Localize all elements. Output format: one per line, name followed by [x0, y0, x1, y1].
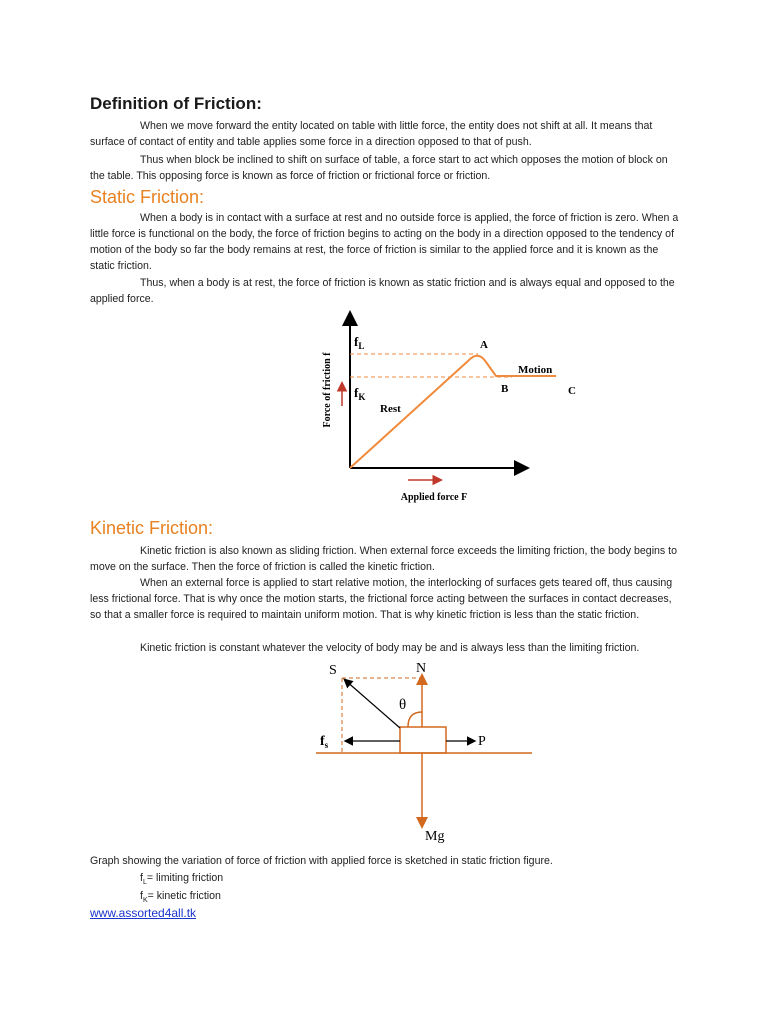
definition-paragraph-2: [90, 152, 680, 184]
friction-graph: [318, 306, 580, 506]
kinetic-paragraph-1: [90, 543, 680, 575]
fl-label: $f_L$: [354, 334, 365, 351]
legend-limiting: $f_L=$ limiting friction: [140, 872, 224, 887]
point-c-label: C: [568, 385, 576, 397]
heading-kinetic: Kinetic Friction:: [90, 518, 214, 538]
static-paragraph-2: [90, 275, 680, 307]
definition-paragraph-1: [90, 118, 680, 150]
x-axis-label: Applied force F: [400, 492, 468, 503]
static-paragraph-1: [90, 210, 680, 274]
rest-label: Rest: [380, 403, 401, 415]
heading-static: Static Friction:: [90, 187, 205, 207]
p-label: P: [478, 734, 486, 749]
definition-p1-text: When we move forward the entity located on table with little force, the entity does not shift at all. It means that surface of contact of entity and table applies some force in a direction opposed to that of push.: [90, 120, 653, 148]
point-b-label: B: [501, 383, 509, 395]
static-p2-text: Thus, when a body is at rest, the force of friction is known as static friction and is always equal and opposed to the applied force.: [90, 277, 675, 305]
kinetic-p1-text: Kinetic friction is also known as sliding friction. When external force exceeds the limiting friction, the body begins to move on the surface. Then the force of friction is called the kinetic friction.: [90, 545, 678, 573]
heading-definition: Definition of Friction:: [90, 94, 262, 113]
force-diagram: [312, 656, 538, 846]
resultant-s-arrow: [345, 680, 400, 728]
legend-kinetic: $f_K=$ kinetic friction: [140, 890, 221, 905]
static-p1-text: When a body is in contact with a surface at rest and no outside force is applied, the force of friction is zero. When a little force is functional on the body, the force of friction begins to acting on the body in a direction opposed to the tendency of motion of the body so far the body remains at rest, the force of friction is similar to the applied force and it is known as the static friction.: [90, 212, 679, 272]
caption: Graph showing the variation of force of friction with applied force is sketched in static friction figure.: [90, 855, 553, 867]
kinetic-paragraph-2: [90, 575, 680, 623]
theta-label: θ: [399, 697, 407, 713]
footer-link[interactable]: www.assorted4all.tk: [90, 906, 197, 920]
kinetic-p2-text: When an external force is applied to start relative motion, the interlocking of surfaces gets teared off, thus causing less frictional force. That is why once the motion starts, the frictional force acting between the surfaces in contact decreases, so that a smaller force is required to maintain uniform motion. That is why kinetic friction is less than the static friction.: [90, 577, 673, 621]
kinetic-paragraph-3: [90, 640, 680, 656]
fs-label: $f_s$: [320, 734, 329, 750]
kinetic-p3-text: Kinetic friction is constant whatever the velocity of body may be and is always less than the limiting friction.: [140, 642, 640, 654]
mg-label: Mg: [425, 829, 445, 844]
n-label: N: [416, 661, 427, 676]
point-a-label: A: [480, 339, 488, 351]
s-label: S: [329, 663, 337, 678]
definition-p2-text: Thus when block be inclined to shift on surface of table, a force start to act which opposes the motion of block on the table. This opposing force is known as force of friction or frictional force or friction.: [90, 154, 668, 182]
motion-label: Motion: [518, 364, 553, 376]
y-axis-label: Force of friction f: [322, 352, 333, 428]
block: [400, 727, 446, 753]
theta-arc: [408, 712, 422, 727]
fk-label: $f_K$: [354, 385, 366, 402]
